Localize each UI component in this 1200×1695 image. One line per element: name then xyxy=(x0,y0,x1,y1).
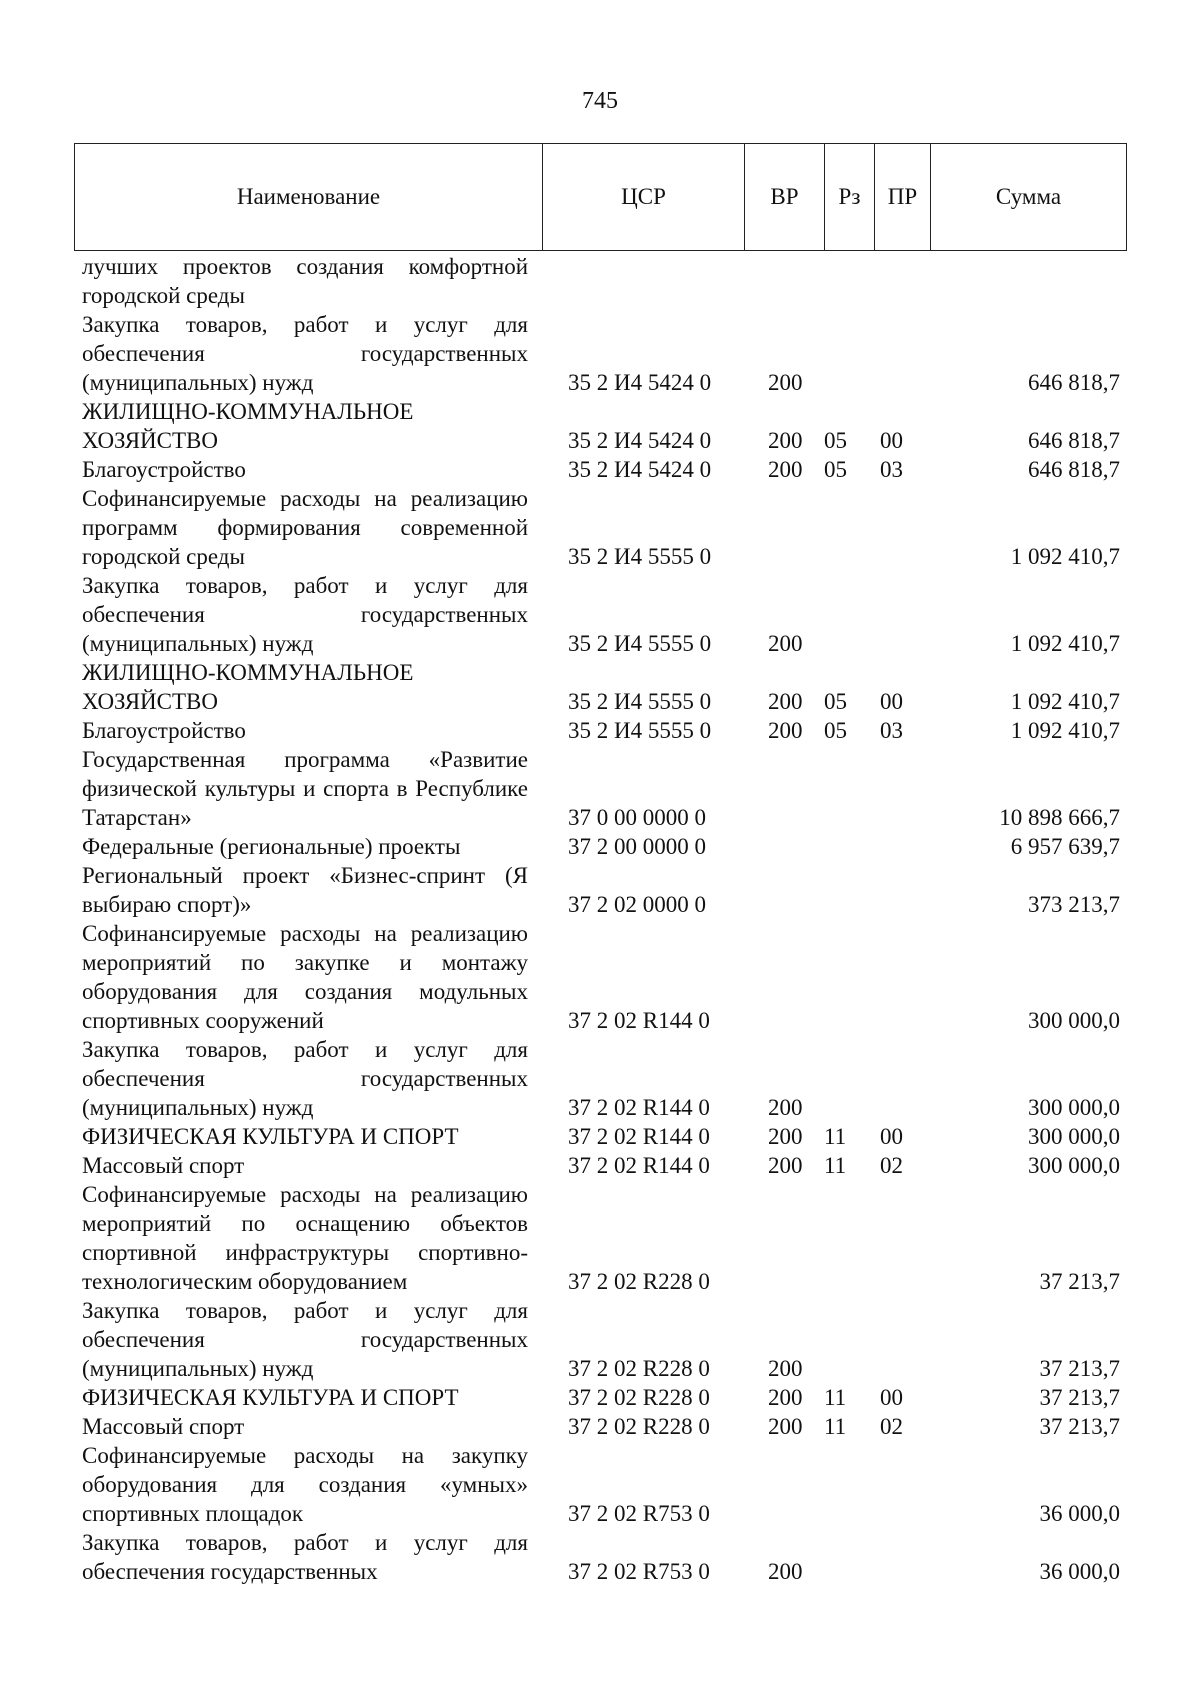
cell-vr: 200 xyxy=(768,1385,803,1410)
cell-name: лучших проектов создания комфортной городской среды xyxy=(82,254,528,308)
table-row xyxy=(82,252,1120,310)
cell-csr: 37 0 00 0000 0 xyxy=(568,805,706,830)
cell-vr: 200 xyxy=(768,1559,803,1584)
cell-pr: 00 xyxy=(880,428,903,453)
cell-sum: 37 213,7 xyxy=(1039,1356,1120,1381)
cell-sum: 373 213,7 xyxy=(1028,892,1120,917)
table-row xyxy=(82,397,1120,455)
cell-sum: 37 213,7 xyxy=(1039,1269,1120,1294)
cell-csr: 37 2 02 R228 0 xyxy=(568,1269,710,1294)
cell-csr: 35 2 И4 5424 0 xyxy=(568,457,712,482)
cell-name: ЖИЛИЩНО-КОММУНАЛЬНОЕ ХОЗЯЙСТВО xyxy=(82,399,414,453)
cell-name: Закупка товаров, работ и услуг для обеспечения государственных (муниципальных) нужд xyxy=(82,573,528,656)
cell-csr: 37 2 02 R753 0 xyxy=(568,1559,710,1584)
cell-csr: 35 2 И4 5555 0 xyxy=(568,689,712,714)
table-row xyxy=(82,310,1120,397)
cell-pr: 00 xyxy=(880,689,903,714)
cell-sum: 10 898 666,7 xyxy=(999,805,1120,830)
cell-csr: 37 2 02 R144 0 xyxy=(568,1124,710,1149)
cell-csr: 35 2 И4 5555 0 xyxy=(568,631,712,656)
cell-rz: 05 xyxy=(824,718,847,743)
cell-sum: 37 213,7 xyxy=(1039,1414,1120,1439)
cell-name: Благоустройство xyxy=(82,457,246,482)
cell-csr: 37 2 02 R228 0 xyxy=(568,1356,710,1381)
cell-rz: 05 xyxy=(824,689,847,714)
cell-name: Закупка товаров, работ и услуг для обеспечения государственных (муниципальных) нужд xyxy=(82,1037,528,1120)
header-csr: ЦСР xyxy=(543,144,745,250)
table-row xyxy=(82,455,1120,484)
table-row xyxy=(82,1122,1120,1151)
cell-name: ЖИЛИЩНО-КОММУНАЛЬНОЕ ХОЗЯЙСТВО xyxy=(82,660,414,714)
cell-name: Софинансируемые расходы на реализацию мероприятий по закупке и монтажу оборудования для создания модульных спортивных сооружений xyxy=(82,921,528,1033)
cell-name: Софинансируемые расходы на реализацию программ формирования современной городской среды xyxy=(82,486,528,569)
cell-pr: 02 xyxy=(880,1153,903,1178)
cell-vr: 200 xyxy=(768,1414,803,1439)
cell-csr: 37 2 02 R753 0 xyxy=(568,1501,710,1526)
table-row xyxy=(82,861,1120,919)
cell-csr: 35 2 И4 5424 0 xyxy=(568,370,712,395)
cell-vr: 200 xyxy=(768,1356,803,1381)
table-row xyxy=(82,1180,1120,1296)
cell-sum: 646 818,7 xyxy=(1028,370,1120,395)
table-row xyxy=(82,658,1120,716)
cell-name: ФИЗИЧЕСКАЯ КУЛЬТУРА И СПОРТ xyxy=(82,1124,459,1149)
cell-sum: 6 957 639,7 xyxy=(1010,834,1120,859)
table-row xyxy=(82,1412,1120,1441)
cell-rz: 05 xyxy=(824,457,847,482)
cell-sum: 37 213,7 xyxy=(1039,1385,1120,1410)
cell-sum: 36 000,0 xyxy=(1039,1559,1120,1584)
cell-vr: 200 xyxy=(768,1153,803,1178)
cell-sum: 300 000,0 xyxy=(1028,1153,1120,1178)
cell-name: Благоустройство xyxy=(82,718,246,743)
table-row xyxy=(82,571,1120,658)
table-row xyxy=(82,716,1120,745)
cell-vr: 200 xyxy=(768,428,803,453)
table-row xyxy=(82,1035,1120,1122)
cell-vr: 200 xyxy=(768,718,803,743)
table-row xyxy=(82,1528,1120,1586)
cell-csr: 37 2 02 R144 0 xyxy=(568,1153,710,1178)
table-row xyxy=(82,919,1120,1035)
cell-sum: 300 000,0 xyxy=(1028,1008,1120,1033)
header-rz: Рз xyxy=(825,144,875,250)
cell-pr: 03 xyxy=(880,718,903,743)
cell-rz: 11 xyxy=(824,1153,847,1178)
table-row xyxy=(82,1151,1120,1180)
cell-sum: 1 092 410,7 xyxy=(1010,718,1120,743)
cell-sum: 1 092 410,7 xyxy=(1010,631,1120,656)
cell-name: Закупка товаров, работ и услуг для обеспечения государственных (муниципальных) нужд xyxy=(82,312,528,395)
cell-rz: 11 xyxy=(824,1414,847,1439)
cell-vr: 200 xyxy=(768,370,803,395)
table-row xyxy=(82,1441,1120,1528)
cell-pr: 02 xyxy=(880,1414,903,1439)
table-row xyxy=(82,484,1120,571)
cell-csr: 35 2 И4 5424 0 xyxy=(568,428,712,453)
header-pr: ПР xyxy=(875,144,931,250)
cell-name: Федеральные (региональные) проекты xyxy=(82,834,461,859)
cell-vr: 200 xyxy=(768,457,803,482)
cell-sum: 1 092 410,7 xyxy=(1010,689,1120,714)
cell-name: Массовый спорт xyxy=(82,1414,245,1439)
table-row xyxy=(82,1296,1120,1383)
cell-sum: 1 092 410,7 xyxy=(1010,544,1120,569)
cell-vr: 200 xyxy=(768,1124,803,1149)
cell-vr: 200 xyxy=(768,689,803,714)
cell-csr: 37 2 00 0000 0 xyxy=(568,834,706,859)
cell-name: ФИЗИЧЕСКАЯ КУЛЬТУРА И СПОРТ xyxy=(82,1385,459,1410)
cell-name: Закупка товаров, работ и услуг для обеспечения государственных (муниципальных) нужд xyxy=(82,1298,528,1381)
cell-rz: 11 xyxy=(824,1124,847,1149)
table-row xyxy=(82,832,1120,861)
cell-csr: 37 2 02 R144 0 xyxy=(568,1095,710,1120)
cell-name: Закупка товаров, работ и услуг для обеспечения государственных xyxy=(82,1530,528,1584)
cell-name: Софинансируемые расходы на закупку оборудования для создания «умных» спортивных площадок xyxy=(82,1443,528,1526)
cell-vr: 200 xyxy=(768,1095,803,1120)
table-header xyxy=(74,143,1127,251)
cell-csr: 37 2 02 R228 0 xyxy=(568,1414,710,1439)
cell-sum: 646 818,7 xyxy=(1028,428,1120,453)
cell-vr: 200 xyxy=(768,631,803,656)
page-number: 745 xyxy=(582,88,618,114)
header-name: Наименование xyxy=(75,144,543,250)
cell-name: Региональный проект «Бизнес-спринт (Я выбираю спорт)» xyxy=(82,863,528,917)
table-row xyxy=(82,745,1120,832)
cell-pr: 00 xyxy=(880,1385,903,1410)
cell-sum: 300 000,0 xyxy=(1028,1124,1120,1149)
cell-name: Массовый спорт xyxy=(82,1153,245,1178)
cell-csr: 35 2 И4 5555 0 xyxy=(568,718,712,743)
cell-pr: 03 xyxy=(880,457,903,482)
cell-csr: 37 2 02 R144 0 xyxy=(568,1008,710,1033)
cell-name: Государственная программа «Развитие физической культуры и спорта в Республике Татарстан» xyxy=(82,747,528,830)
cell-sum: 646 818,7 xyxy=(1028,457,1120,482)
cell-csr: 35 2 И4 5555 0 xyxy=(568,544,712,569)
cell-rz: 05 xyxy=(824,428,847,453)
cell-pr: 00 xyxy=(880,1124,903,1149)
cell-csr: 37 2 02 R228 0 xyxy=(568,1385,710,1410)
header-sum: Сумма xyxy=(995,184,1062,209)
cell-rz: 11 xyxy=(824,1385,847,1410)
cell-csr: 37 2 02 0000 0 xyxy=(568,892,706,917)
cell-sum: 300 000,0 xyxy=(1028,1095,1120,1120)
table-row xyxy=(82,1383,1120,1412)
cell-sum: 36 000,0 xyxy=(1039,1501,1120,1526)
table-body xyxy=(82,252,1120,1586)
cell-name: Софинансируемые расходы на реализацию мероприятий по оснащению объектов спортивной инфраструктуры спортивно-технологическим оборудованием xyxy=(82,1182,528,1294)
header-vr: ВР xyxy=(745,144,825,250)
